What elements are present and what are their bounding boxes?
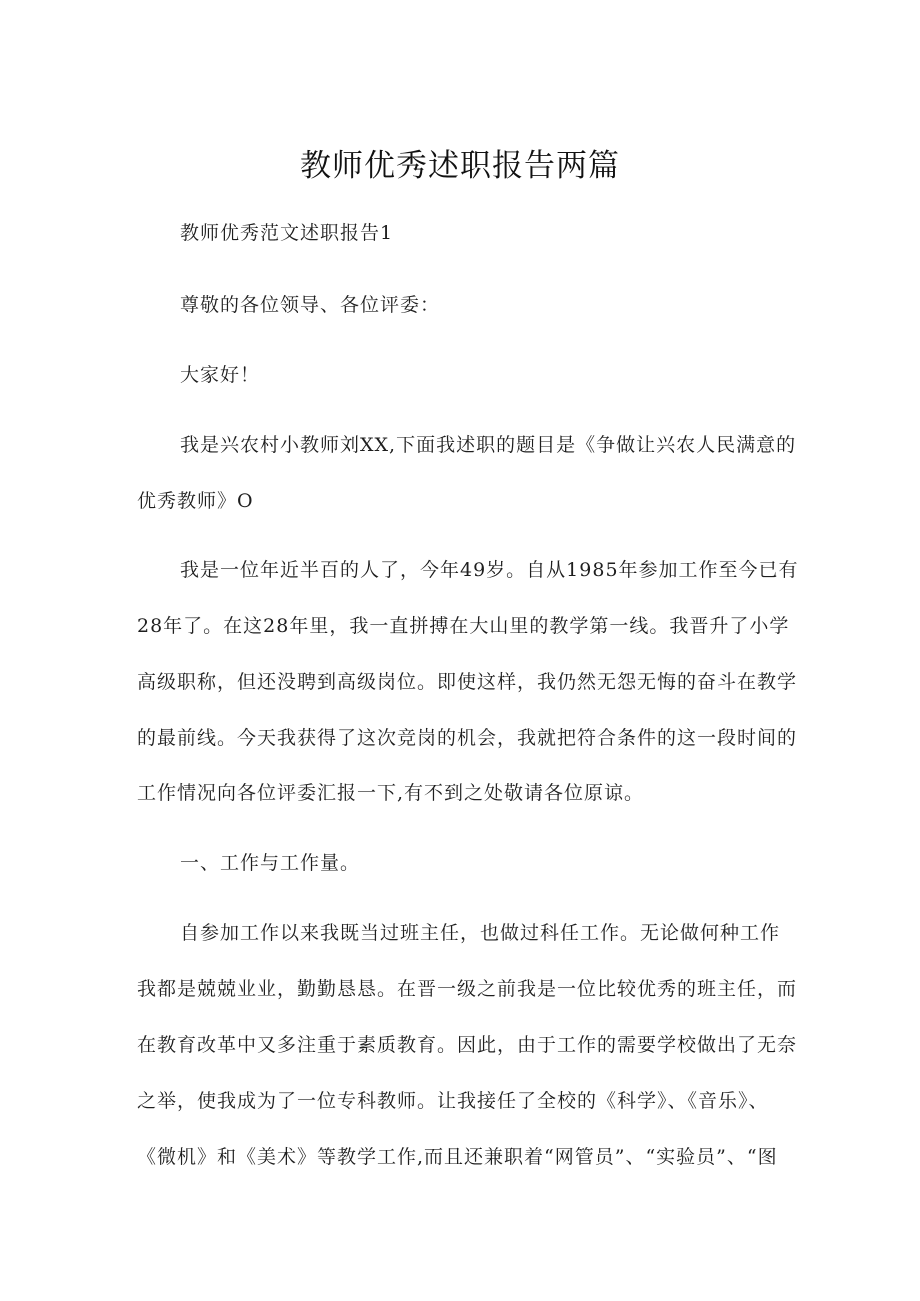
paragraph-line: 自参加工作以来我既当过班主任，也做过科任工作。无论做何种工作 (180, 922, 781, 944)
section-heading: 一、工作与工作量。 (180, 852, 361, 874)
paragraph-line: 我是一位年近半百的人了，今年49岁。自从1985年参加工作至今已有 (180, 559, 799, 581)
paragraph-line: 工作情况向各位评委汇报一下,有不到之处敬请各位原谅。 (137, 782, 645, 804)
paragraph-line: 在教育改革中又多注重于素质教育。因此，由于工作的需要学校做出了无奈 (137, 1034, 798, 1056)
paragraph-line: 优秀教师》O (137, 490, 254, 512)
document-title: 教师优秀述职报告两篇 (300, 148, 620, 184)
paragraph-line: 高级职称，但还没聘到高级岗位。即使这样，我仍然无怨无悔的奋斗在教学 (137, 671, 798, 693)
greeting: 尊敬的各位领导、各位评委： (180, 294, 441, 316)
paragraph-line: 28年了。在这28年里，我一直拼搏在大山里的教学第一线。我晋升了小学 (137, 615, 790, 637)
paragraph-line: 的最前线。今天我获得了这次竞岗的机会，我就把符合条件的这一段时间的 (137, 727, 798, 749)
paragraph-line: 我都是兢兢业业，勤勤恳恳。在晋一级之前我是一位比较优秀的班主任，而 (137, 978, 798, 1000)
hello-line: 大家好！ (180, 364, 261, 386)
paragraph-line: 《微机》和《美术》等教学工作,而且还兼职着“网管员”、“实验员”、“图 (137, 1146, 778, 1168)
subtitle: 教师优秀范文述职报告1 (180, 222, 394, 244)
paragraph-line: 之举，使我成为了一位专科教师。让我接任了全校的《科学》、《音乐》、 (137, 1090, 769, 1112)
paragraph-line: 我是兴农村小教师刘XX,下面我述职的题目是《争做让兴农人民满意的 (180, 434, 797, 456)
